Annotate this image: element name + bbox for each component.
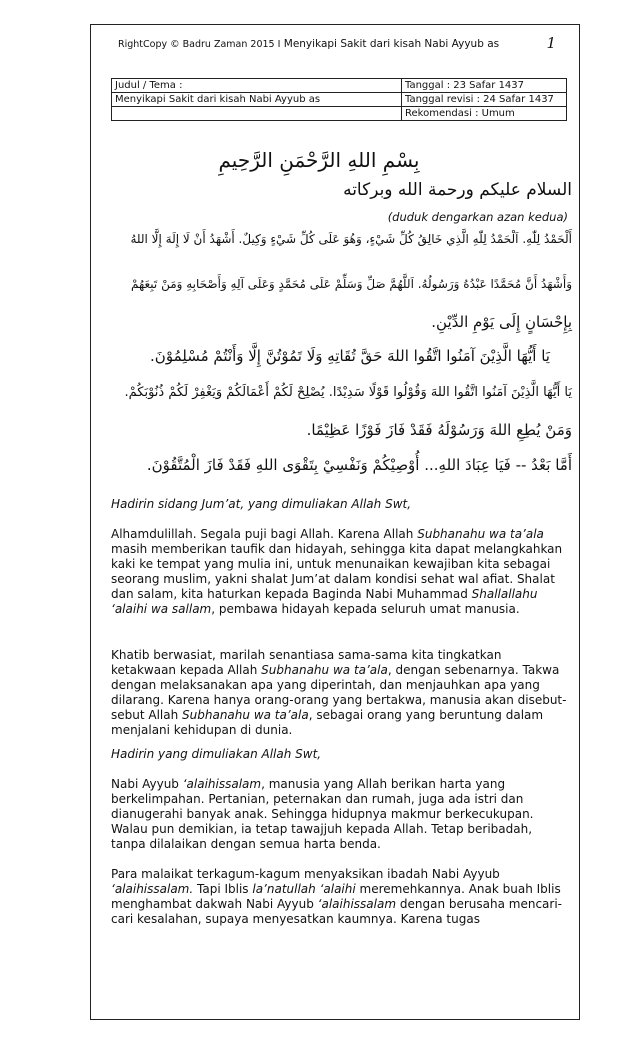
salutation-1 bbox=[111, 497, 567, 512]
p5-a: Nabi Ayyub bbox=[111, 777, 183, 791]
page-number: 1 bbox=[546, 34, 556, 52]
rekomendasi-cell: Rekomendasi : Umum bbox=[402, 107, 567, 121]
salutation-text-2: Hadirin yang dimuliakan Allah Swt, bbox=[111, 747, 322, 761]
arabic-line-4: يَا أَيُّهَا الَّذِيْنَ آمَنُوا اتَّقُوا اللهَ حَقَّ تُقَاتِهِ وَلَا تَمُوْتُنَّ إِلَّا وَأَنْتُمْ مُسْلِمُوْنَ. bbox=[150, 347, 550, 365]
header-copyright: RightCopy © Badru Zaman 2015 I bbox=[118, 39, 281, 50]
p2-e: , pembawa hidayah kepada seluruh umat manusia. bbox=[211, 602, 520, 616]
arabic-line-5: يَا أَيُّهَا الَّذِيْنَ آمَنُوا اتَّقُوا اللهَ وَقُوْلُوا قَوْلًا سَدِيْدًا. يُصْلِحْ لَكُمْ أَعْمَالَكُمْ وَيَغْفِرْ لَكُمْ ذُنُوْبَكُمْ. bbox=[124, 385, 572, 400]
paragraph-3 bbox=[111, 777, 567, 852]
salutation-2 bbox=[111, 747, 567, 762]
p6-g: dengan berusaha mencari-cari kesalahan, supaya menyesatkan kaumnya. Karena tugas bbox=[111, 897, 563, 926]
p2-b: Subhanahu wa ta’ala bbox=[417, 527, 544, 541]
p3-a: Khatib berwasiat, marilah senantiasa sama-sama kita tingkatkan ketakwaan kepada Allah bbox=[111, 648, 502, 677]
p6-f: ‘alaihissalam bbox=[317, 897, 397, 911]
p3-b: Subhanahu wa ta’ala bbox=[261, 663, 388, 677]
tanggal-cell: Tanggal : 23 Safar 1437 bbox=[402, 79, 567, 93]
tanggal-revisi-cell: Tanggal revisi : 24 Safar 1437 bbox=[402, 93, 567, 107]
arabic-line-2: وَأَشْهَدُ أَنَّ مُحَمَّدًا عَبْدُهُ وَرَسُولُهُ. اَللَّهُمَّ صَلِّ وَسَلِّمْ عَلَى مُحَمَّدٍ وَعَلَى آلِهِ وَأَصْحَابِهِ وَمَنْ تَبِعَهُمْ bbox=[130, 277, 572, 291]
judul-label: Judul / Tema : bbox=[112, 79, 402, 93]
note-azan: (duduk dengarkan azan kedua) bbox=[387, 210, 568, 224]
arabic-line-3: بِإِحْسَانٍ إِلَى يَوْمِ الدِّيْنِ. bbox=[431, 313, 572, 331]
paragraph-4 bbox=[111, 867, 567, 927]
empty-cell bbox=[112, 107, 402, 121]
p2-d: Shallallahu ‘alaihi wa sallam bbox=[111, 587, 538, 616]
basmala: بِسْمِ اللهِ الرَّحْمَنِ الرَّحِيمِ bbox=[218, 148, 420, 172]
arabic-salam: السلام عليكم ورحمة الله وبركاته bbox=[343, 180, 572, 200]
p3-c: , dengan sebenarnya. Takwa dengan melaksanakan apa yang diperintah, dan menjauhkan apa yang dilarang. Karena hanya orang-orang yang bertakwa, manusia akan disebut-sebut Allah bbox=[111, 663, 567, 722]
p6-d: la’natullah ‘alaihi bbox=[252, 882, 356, 896]
arabic-line-1: أَلْحَمْدُ لِلّٰهِ. اَلْحَمْدُ لِلّٰهِ الَّذِي خَالِقُ كُلِّ شَيْءٍ، وَهُوَ عَلَى كُلِّ شَيْءٍ وَكِيلٌ. أَشْهَدُ أَنْ لَا إِلَهَ إِلَّا اللهُ bbox=[130, 232, 572, 246]
p6-e: meremehkannya. Anak buah Iblis menghambat dakwah Nabi Ayyub bbox=[111, 882, 561, 911]
judul-value: Menyikapi Sakit dari kisah Nabi Ayyub as bbox=[112, 93, 402, 107]
p6-c: Tapi Iblis bbox=[193, 882, 253, 896]
header-text bbox=[118, 38, 499, 50]
p3-e: , sebagai orang yang beruntung dalam menjalani kehidupan di dunia. bbox=[111, 708, 544, 737]
arabic-line-7: أَمَّا بَعْدُ -- فَيَا عِبَادَ اللهِ... أُوْصِيْكُمْ وَنَفْسِيْ بِتَقْوَى اللهِ فَقَدْ فَازَ الْمُتَّقُوْنَ. bbox=[146, 456, 572, 474]
meta-table bbox=[111, 78, 567, 121]
p6-a: Para malaikat terkagum-kagum menyaksikan ibadah Nabi Ayyub bbox=[111, 867, 500, 881]
arabic-line-6: وَمَنْ يُطِعِ اللهَ وَرَسُوْلَهُ فَقَدْ فَازَ فَوْزًا عَظِيْمًا. bbox=[306, 421, 572, 439]
paragraph-2 bbox=[111, 648, 567, 738]
p3-d: Subhanahu wa ta’ala bbox=[182, 708, 309, 722]
p6-b: ‘alaihissalam. bbox=[111, 882, 194, 896]
p5-c: , manusia yang Allah berikan harta yang berkelimpahan. Pertanian, peternakan dan rumah, juga ada istri dan dianugerahi banyak anak. Sehingga hidupnya makmur berkecukupan. Walau pun demikian, ia tetap tawajjuh kepada Allah. Tetap beribadah, tanpa dilalaikan dengan semua harta benda. bbox=[111, 777, 534, 851]
p5-b: ‘alaihissalam bbox=[182, 777, 262, 791]
p2-a: Alhamdulillah. Segala puji bagi Allah. Karena Allah bbox=[111, 527, 418, 541]
salutation-text: Hadirin sidang Jum’at, yang dimuliakan Allah Swt, bbox=[111, 497, 412, 511]
header-title: Menyikapi Sakit dari kisah Nabi Ayyub as bbox=[280, 38, 500, 50]
paragraph-1 bbox=[111, 527, 567, 617]
page-header bbox=[118, 36, 558, 52]
p2-c: masih memberikan taufik dan hidayah, sehingga kita dapat melangkahkan kaki ke tempat yang mulia ini, untuk menunaikan kewajiban kita sebagai seorang muslim, yakni shalat Jum’at dalam kondisi sehat wal afiat. Shalat dan salam, kita haturkan kepada Baginda Nabi Muhammad bbox=[111, 542, 563, 601]
